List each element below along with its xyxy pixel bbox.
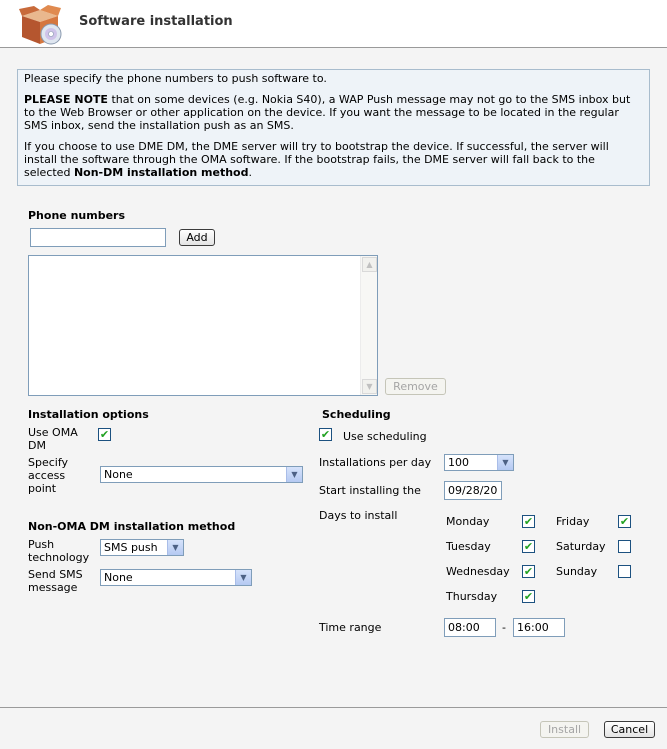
chevron-down-icon: ▼ <box>286 467 302 482</box>
send-sms-value: None <box>104 571 133 584</box>
note-label: PLEASE NOTE <box>24 93 108 106</box>
push-technology-select[interactable] <box>100 539 184 556</box>
send-sms-label: Send SMS message <box>28 568 83 594</box>
phone-numbers-title: Phone numbers <box>28 209 126 222</box>
day-friday-checkbox[interactable] <box>618 515 631 528</box>
day-thursday-checkbox[interactable] <box>522 590 535 603</box>
push-technology-value: SMS push <box>104 541 158 554</box>
scheduling-title: Scheduling <box>322 408 391 421</box>
per-day-label: Installations per day <box>319 456 432 469</box>
day-monday-checkbox[interactable] <box>522 515 535 528</box>
day-friday-label: Friday <box>556 515 590 528</box>
day-wednesday-checkbox[interactable] <box>522 565 535 578</box>
add-button[interactable]: Add <box>179 229 215 246</box>
dm-text: If you choose to use DME DM, the DME server will try to bootstrap the device. If successful, the server will install the software through the OMA software. If the bootstrap fails, the DME server will fall back to the selected <box>24 140 609 179</box>
use-oma-dm-label: Use OMA DM <box>28 426 78 452</box>
note-text: that on some devices (e.g. Nokia S40), a WAP Push message may not go to the SMS inbox but to the Web Browser or other application on the device. If you want the message to be located in the regular SMS inbox, send the installation push as an SMS. <box>24 93 631 132</box>
dm-end: . <box>248 166 252 179</box>
info-box <box>17 69 650 186</box>
list-scrollbar[interactable] <box>360 256 377 395</box>
use-oma-dm-checkbox[interactable] <box>98 428 111 441</box>
scroll-up-icon[interactable]: ▲ <box>362 257 377 272</box>
phone-number-input[interactable] <box>30 228 166 247</box>
send-sms-select[interactable] <box>100 569 252 586</box>
dialog-header <box>0 0 667 48</box>
dialog-title: Software installation <box>79 14 233 29</box>
checkmark-icon: ✔ <box>99 428 110 441</box>
checkmark-icon: ✔ <box>523 590 534 603</box>
time-from-input[interactable] <box>444 618 496 637</box>
phone-numbers-list[interactable] <box>28 255 378 396</box>
day-saturday-label: Saturday <box>556 540 606 553</box>
cancel-button[interactable]: Cancel <box>604 721 655 738</box>
checkmark-icon: ✔ <box>320 428 331 441</box>
install-button[interactable]: Install <box>540 721 589 738</box>
use-scheduling-checkbox[interactable] <box>319 428 332 441</box>
time-to-input[interactable] <box>513 618 565 637</box>
chevron-down-icon: ▼ <box>497 455 513 470</box>
access-point-label: Specify access point <box>28 456 69 495</box>
use-scheduling-label: Use scheduling <box>343 430 427 443</box>
chevron-down-icon: ▼ <box>167 540 183 555</box>
time-range-label: Time range <box>319 621 382 634</box>
checkmark-icon: ✔ <box>523 540 534 553</box>
day-saturday-checkbox[interactable] <box>618 540 631 553</box>
info-note <box>24 93 643 132</box>
day-sunday-label: Sunday <box>556 565 598 578</box>
chevron-down-icon: ▼ <box>235 570 251 585</box>
checkmark-icon: ✔ <box>523 515 534 528</box>
scroll-down-icon[interactable]: ▼ <box>362 379 377 394</box>
access-point-select[interactable] <box>100 466 303 483</box>
non-oma-title: Non-OMA DM installation method <box>28 520 236 533</box>
info-intro: Please specify the phone numbers to push software to. <box>24 72 327 85</box>
info-dm <box>24 140 643 179</box>
checkmark-icon: ✔ <box>523 565 534 578</box>
start-date-input[interactable] <box>444 481 502 500</box>
remove-button[interactable]: Remove <box>385 378 446 395</box>
day-tuesday-checkbox[interactable] <box>522 540 535 553</box>
footer-divider <box>0 707 667 708</box>
time-separator: - <box>502 621 506 634</box>
day-thursday-label: Thursday <box>446 590 498 603</box>
software-box-cd-icon <box>18 4 62 46</box>
dm-bold: Non-DM installation method <box>73 166 249 179</box>
day-tuesday-label: Tuesday <box>446 540 491 553</box>
per-day-value: 100 <box>448 456 469 469</box>
checkmark-icon: ✔ <box>619 515 630 528</box>
installation-options-title: Installation options <box>28 408 149 421</box>
start-installing-label: Start installing the <box>319 484 421 497</box>
per-day-select[interactable] <box>444 454 514 471</box>
day-sunday-checkbox[interactable] <box>618 565 631 578</box>
access-point-value: None <box>104 468 133 481</box>
days-to-install-label: Days to install <box>319 509 398 522</box>
day-monday-label: Monday <box>446 515 490 528</box>
day-wednesday-label: Wednesday <box>446 565 510 578</box>
push-technology-label: Push technology <box>28 538 90 564</box>
